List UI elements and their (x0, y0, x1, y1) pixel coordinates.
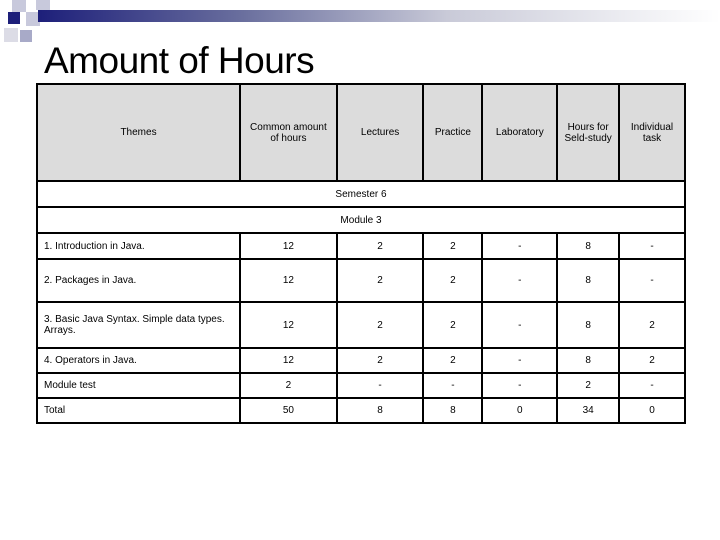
theme-cell: Total (37, 398, 240, 423)
hours-cell: 2 (619, 348, 685, 373)
hours-cell: - (482, 348, 557, 373)
hours-cell: 8 (557, 348, 619, 373)
hours-cell: 12 (240, 302, 337, 348)
hours-cell: 2 (557, 373, 619, 398)
hours-cell: 2 (619, 302, 685, 348)
theme-cell: Module test (37, 373, 240, 398)
hours-table (36, 83, 686, 424)
hours-cell: - (337, 373, 424, 398)
header-lectures: Lectures (337, 84, 424, 181)
hours-cell: 2 (337, 302, 424, 348)
hours-cell: - (423, 373, 482, 398)
hours-cell: 8 (337, 398, 424, 423)
hours-cell: - (482, 302, 557, 348)
hours-cell: - (482, 259, 557, 302)
hours-cell: - (482, 233, 557, 259)
semester-label: Semester 6 (37, 181, 685, 207)
theme-cell: 2. Packages in Java. (37, 259, 240, 302)
header-individual: Individual task (619, 84, 685, 181)
hours-cell: - (619, 373, 685, 398)
header-common: Common amount of hours (240, 84, 337, 181)
table-row (37, 398, 685, 423)
hours-cell: 50 (240, 398, 337, 423)
table-row (37, 233, 685, 259)
hours-cell: 12 (240, 259, 337, 302)
table-row (37, 302, 685, 348)
hours-cell: 8 (557, 233, 619, 259)
hours-cell: 2 (337, 233, 424, 259)
theme-cell: 4. Operators in Java. (37, 348, 240, 373)
hours-cell: 0 (482, 398, 557, 423)
hours-cell: 2 (337, 259, 424, 302)
slide-title: Amount of Hours (44, 40, 315, 81)
decor-square (4, 28, 18, 42)
header-practice: Practice (423, 84, 482, 181)
hours-cell: 8 (423, 398, 482, 423)
header-laboratory: Laboratory (482, 84, 557, 181)
header-themes: Themes (37, 84, 240, 181)
header-self-study: Hours for Seld-study (557, 84, 619, 181)
hours-cell: 12 (240, 348, 337, 373)
decor-square (12, 0, 26, 12)
module-label: Module 3 (37, 207, 685, 233)
hours-cell: 8 (557, 302, 619, 348)
hours-cell: - (482, 373, 557, 398)
decor-square (20, 30, 32, 42)
header-gradient-bar (38, 10, 720, 22)
hours-cell: 0 (619, 398, 685, 423)
hours-cell: 2 (240, 373, 337, 398)
hours-cell: 34 (557, 398, 619, 423)
module-row (37, 207, 685, 233)
header-row (37, 84, 685, 181)
hours-cell: - (619, 233, 685, 259)
hours-cell: 8 (557, 259, 619, 302)
table-row (37, 373, 685, 398)
hours-cell: 2 (423, 259, 482, 302)
hours-cell: 2 (423, 233, 482, 259)
hours-cell: 2 (423, 348, 482, 373)
table-row (37, 348, 685, 373)
decor-square (36, 0, 50, 10)
hours-cell: - (619, 259, 685, 302)
semester-row (37, 181, 685, 207)
decor-square (8, 12, 20, 24)
theme-cell: 3. Basic Java Syntax. Simple data types. Arrays. (37, 302, 240, 348)
theme-cell: 1. Introduction in Java. (37, 233, 240, 259)
hours-cell: 12 (240, 233, 337, 259)
hours-cell: 2 (337, 348, 424, 373)
table-row (37, 259, 685, 302)
hours-cell: 2 (423, 302, 482, 348)
